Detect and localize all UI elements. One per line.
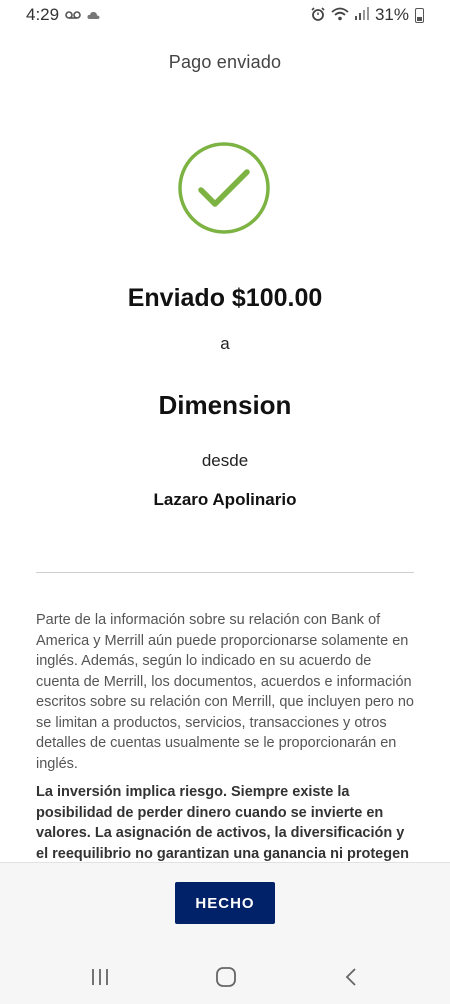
page-header <box>0 30 450 94</box>
from-label: desde <box>201 451 249 470</box>
home-icon[interactable] <box>211 964 241 990</box>
alarm-icon <box>311 7 325 24</box>
to-label: a <box>220 334 230 353</box>
battery-percent: 31% <box>374 5 409 24</box>
status-left <box>26 5 100 25</box>
recent-apps-icon[interactable] <box>85 964 115 990</box>
battery-icon <box>415 8 424 23</box>
status-bar <box>0 0 450 30</box>
done-button[interactable]: HECHO <box>175 882 275 924</box>
language-disclosure: Parte de la información sobre su relación con Bank of America y Merrill aún puede proporcionarse solamente en inglés. Además, según lo indicado en su acuerdo de cuenta de Merrill, los documentos, acuerdos e información escritos sobre su relación con Merrill, que incluyen pero no se limitan a productos, servicios, transacciones y otros detalles de cuentas usualmente se le proporcionarán en inglés. <box>36 612 414 772</box>
recipient-name: Dimension <box>158 390 292 420</box>
voicemail-icon <box>65 8 81 23</box>
sender-name: Lazaro Apolinario <box>153 490 297 509</box>
page-title: Pago enviado <box>168 51 282 72</box>
status-right <box>311 5 424 25</box>
back-icon[interactable] <box>336 964 366 990</box>
signal-icon <box>355 7 369 23</box>
footer <box>0 862 450 1004</box>
status-time: 4:29 <box>26 5 60 24</box>
divider <box>36 572 414 573</box>
risk-disclosure: La inversión implica riesgo. Siempre existe la posibilidad de perder dinero cuando se invierte en valores. La asignación de activos, la diversificación y el reequilibrio no garantizan una ganancia ni protegen <box>36 784 410 862</box>
amount-sent: Enviado $100.00 <box>127 284 323 312</box>
confirmation-content[interactable] <box>0 94 450 862</box>
cloud-icon <box>87 8 100 23</box>
check-circle-icon <box>177 141 271 235</box>
system-nav-bar <box>0 958 450 998</box>
wifi-icon <box>331 7 349 24</box>
